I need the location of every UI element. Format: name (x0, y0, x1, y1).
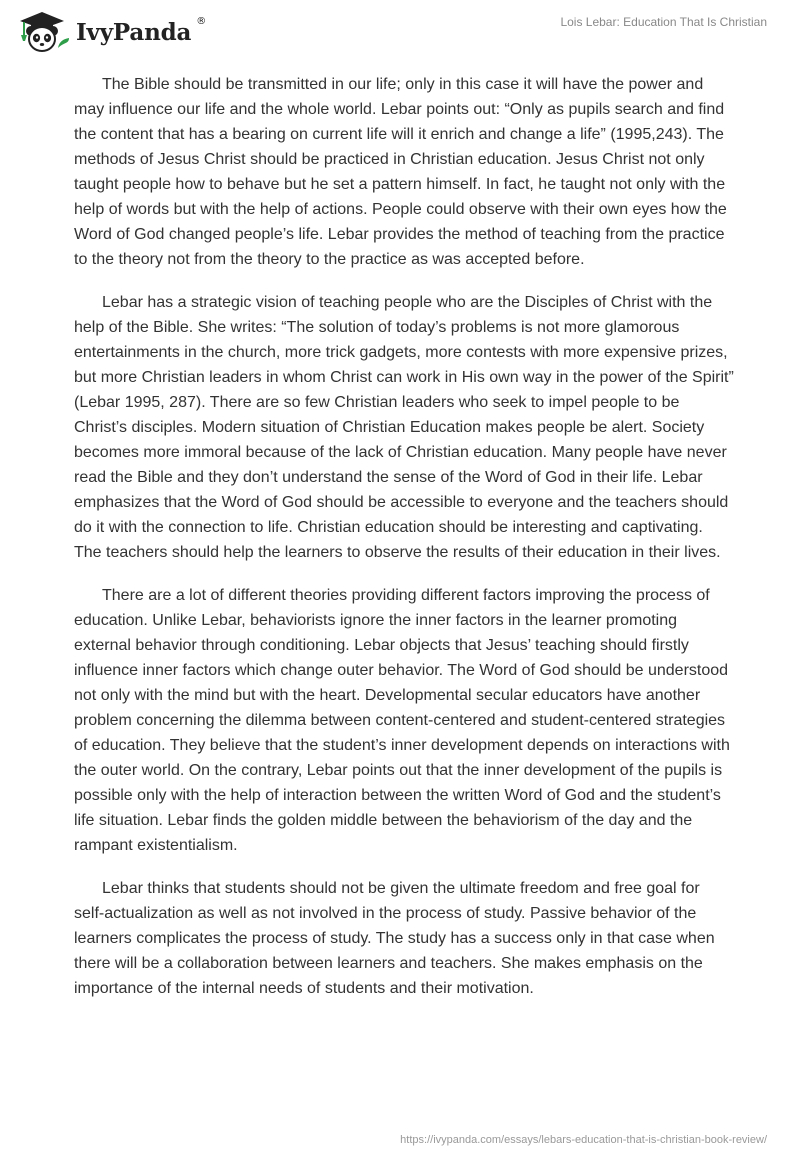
essay-body (74, 72, 734, 1019)
brand-registered-mark: ® (196, 15, 207, 27)
page-header (0, 0, 800, 60)
paragraph: Lebar thinks that students should not be given the ultimate freedom and free goal for self-actualization as well as not involved in the process of study. Passive behavior of the learners complicates the process of study. The study has a success only in that case when there will be a collaboration between learners and teachers. She makes emphasis on the importance of the internal needs of students and their motivation. (74, 880, 715, 997)
paragraph: There are a lot of different theories providing different factors improving the process of education. Unlike Lebar, behaviorists ignore the inner factors in the learner promoting external behavior through conditioning. Lebar objects that Jesus’ teaching should firstly influence inner factors which change outer behavior. The Word of God should be understood not only with the mind but with the heart. Developmental secular educators have another problem concerning the dilemma between content-centered and student-centered strategies of education. They believe that the student’s inner development depends on interactions with the outer world. On the contrary, Lebar points out that the inner development of the pupils is possible only with the help of interaction between the written Word of God and the student’s life situation. Lebar finds the golden middle between the behaviorism of the day and the rampant existentialism. (74, 587, 730, 854)
paragraph: The Bible should be transmitted in our life; only in this case it will have the power and may influence our life and the whole world. Lebar points out: “Only as pupils search and find the content that has a bearing on current life will it enrich and change a life” (1995,243). The methods of Jesus Christ should be practiced in Christian education. Jesus Christ not only taught people how to behave but he set a pattern himself. In fact, he taught not only with the help of words but with the help of actions. People could observe with their own eyes how the Word of God changed people’s life. Lebar provides the method of teaching from the practice to the theory not from the theory to the practice as was accepted before. (74, 76, 727, 268)
source-url[interactable]: https://ivypanda.com/essays/lebars-education-that-is-christian-book-review/ (400, 1134, 767, 1146)
document-title: Lois Lebar: Education That Is Christian (560, 15, 767, 29)
brand-logo[interactable] (14, 8, 205, 54)
paragraph: Lebar has a strategic vision of teaching people who are the Disciples of Christ with the help of the Bible. She writes: “The solution of today’s problems is not more glamorous entertainments in the church, more trick gadgets, more contests with more expensive prizes, but more Christian leaders in whom Christ can work in His own way in the power of the Spirit” (Lebar 1995, 287). There are so few Christian leaders who seek to impel people to be Christ’s disciples. Modern situation of Christian Education makes people be alert. Society becomes more immoral because of the lack of Christian education. Many people have never read the Bible and they don’t understand the sense of the Word of God in their life. Lebar emphasizes that the Word of God should be accessible to everyone and the teachers should do it with the connection to life. Christian education should be interesting and captivating. The teachers should help the learners to observe the results of their education in their lives. (74, 294, 734, 561)
panda-graduate-icon (14, 8, 72, 54)
brand-name: IvyPanda (76, 18, 192, 46)
